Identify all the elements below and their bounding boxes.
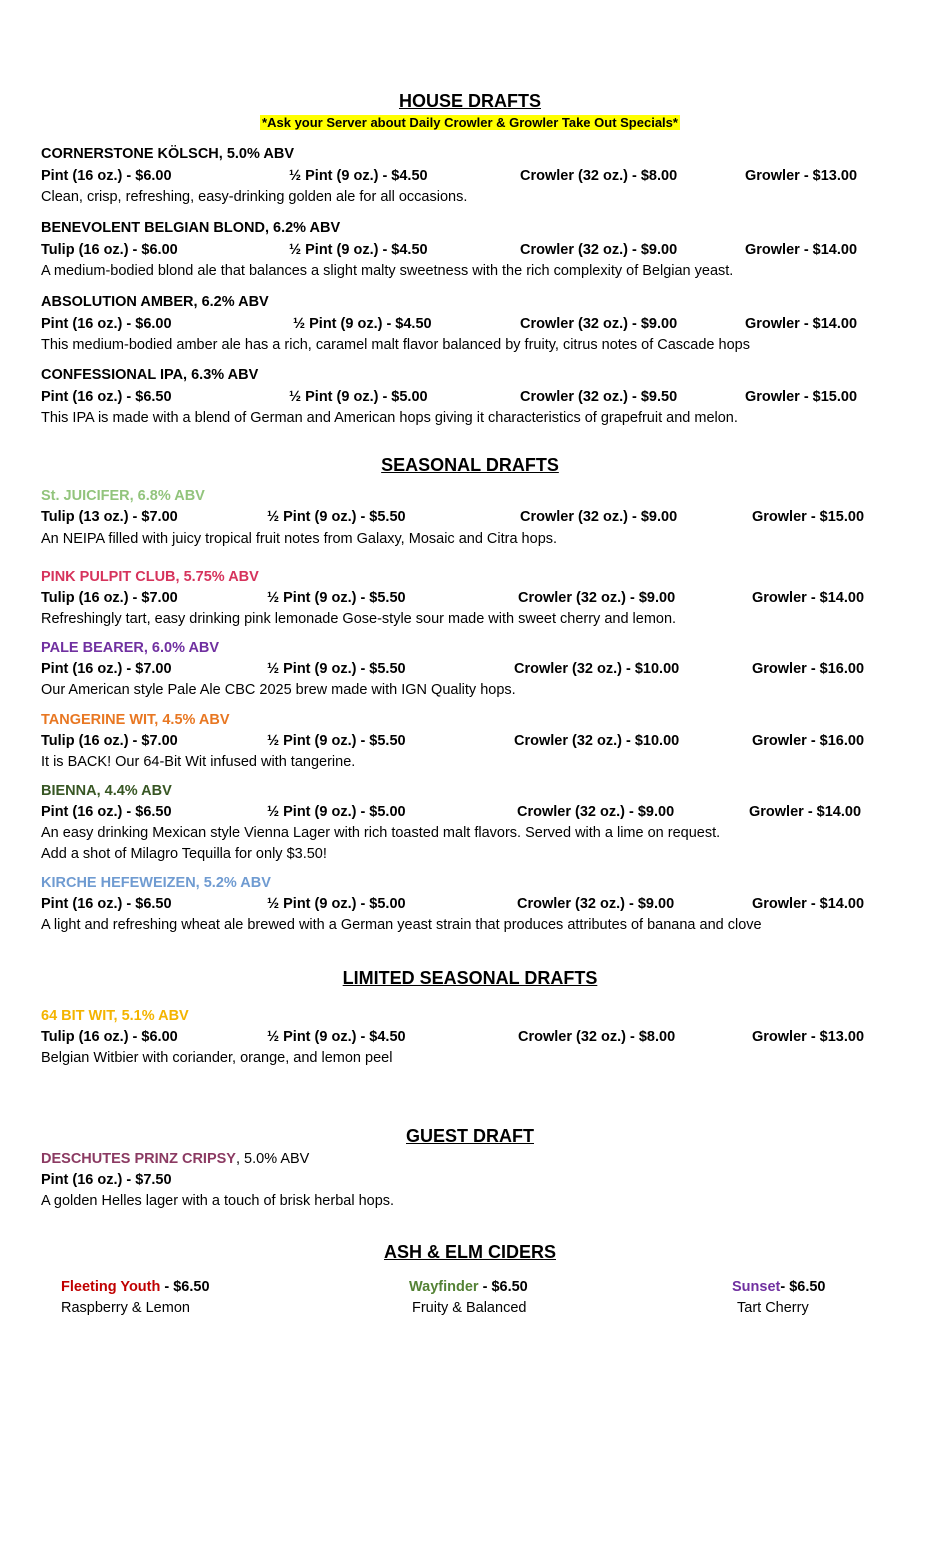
beer-name: BIENNA, 4.4% ABV: [41, 783, 172, 799]
beer-name: CORNERSTONE KÖLSCH, 5.0% ABV: [41, 146, 294, 162]
beer-abv: , 5.0% ABV: [235, 1151, 310, 1167]
beer-name-line: [41, 1151, 309, 1167]
beer-name: St. JUICIFER, 6.8% ABV: [41, 488, 205, 504]
price-glass: Pint (16 oz.) - $6.50: [41, 389, 172, 405]
beer-description: It is BACK! Our 64-Bit Wit infused with tangerine.: [41, 754, 356, 770]
price-growler: Growler - $14.00: [745, 316, 858, 332]
price-half-pint: ½ Pint (9 oz.) - $5.50: [267, 590, 406, 606]
beer-description: An easy drinking Mexican style Vienna Lager with rich toasted malt flavors. Served with a lime on request.: [41, 825, 721, 841]
cider-name: Wayfinder: [409, 1279, 479, 1295]
section-title-house: HOUSE DRAFTS: [398, 91, 541, 111]
price-growler: Growler - $14.00: [752, 590, 865, 606]
price-glass: Pint (16 oz.) - $7.00: [41, 661, 172, 677]
cider-description: Raspberry & Lemon: [61, 1300, 190, 1316]
price-half-pint: ½ Pint (9 oz.) - $4.50: [267, 1029, 406, 1045]
beer-name: PALE BEARER, 6.0% ABV: [41, 640, 220, 656]
takeout-note: *Ask your Server about Daily Crowler & Growler Take Out Specials*: [262, 115, 678, 130]
price-crowler: Crowler (32 oz.) - $9.00: [518, 590, 676, 606]
cider-name-line: [732, 1279, 826, 1295]
price-glass: Pint (16 oz.) - $6.00: [41, 168, 172, 184]
beer-description: A golden Helles lager with a touch of brisk herbal hops.: [41, 1193, 395, 1209]
cider-name-line: [409, 1279, 528, 1295]
price-half-pint: ½ Pint (9 oz.) - $5.50: [267, 733, 406, 749]
beer-description: Our American style Pale Ale CBC 2025 brew made with IGN Quality hops.: [41, 682, 516, 698]
cider-name: Sunset: [732, 1279, 781, 1295]
price-glass: Tulip (16 oz.) - $7.00: [41, 733, 178, 749]
section-title-seasonal: SEASONAL DRAFTS: [381, 455, 559, 475]
cider-description: Fruity & Balanced: [412, 1300, 527, 1316]
price-crowler: Crowler (32 oz.) - $9.00: [520, 316, 678, 332]
section-title-ciders: ASH & ELM CIDERS: [383, 1242, 556, 1262]
price-crowler: Crowler (32 oz.) - $9.00: [517, 804, 675, 820]
price-growler: Growler - $15.00: [752, 509, 865, 525]
price-half-pint: ½ Pint (9 oz.) - $5.50: [267, 509, 406, 525]
beer-description: Belgian Witbier with coriander, orange, and lemon peel: [41, 1050, 393, 1066]
price-growler: Growler - $15.00: [745, 389, 858, 405]
cider-name: Fleeting Youth: [61, 1279, 161, 1295]
price-crowler: Crowler (32 oz.) - $10.00: [514, 733, 680, 749]
beer-name: ABSOLUTION AMBER, 6.2% ABV: [41, 294, 269, 310]
price-growler: Growler - $14.00: [745, 242, 858, 258]
beer-description: An NEIPA filled with juicy tropical fruit notes from Galaxy, Mosaic and Citra hops.: [41, 531, 558, 547]
beer-description: A light and refreshing wheat ale brewed with a German yeast strain that produces attributes of banana and clove: [41, 917, 762, 933]
price-glass: Pint (16 oz.) - $6.50: [41, 896, 172, 912]
price-half-pint: ½ Pint (9 oz.) - $4.50: [293, 316, 432, 332]
price-growler: Growler - $16.00: [752, 733, 865, 749]
beer-description: This IPA is made with a blend of German and American hops giving it characteristics of grapefruit and melon.: [41, 410, 738, 426]
beer-name: CONFESSIONAL IPA, 6.3% ABV: [41, 367, 259, 383]
beer-description: Clean, crisp, refreshing, easy-drinking golden ale for all occasions.: [41, 189, 468, 205]
beer-name: KIRCHE HEFEWEIZEN, 5.2% ABV: [41, 875, 271, 891]
beer-description: A medium-bodied blond ale that balances a slight malty sweetness with the rich complexity of Belgian yeast.: [41, 263, 734, 279]
price-glass: Pint (16 oz.) - $7.50: [41, 1172, 172, 1188]
price-crowler: Crowler (32 oz.) - $9.00: [517, 896, 675, 912]
price-half-pint: ½ Pint (9 oz.) - $5.00: [267, 896, 406, 912]
beer-name: TANGERINE WIT, 4.5% ABV: [41, 712, 230, 728]
price-crowler: Crowler (32 oz.) - $8.00: [518, 1029, 676, 1045]
section-title-guest: GUEST DRAFT: [406, 1126, 534, 1146]
price-growler: Growler - $16.00: [752, 661, 865, 677]
beer-description: Refreshingly tart, easy drinking pink lemonade Gose-style sour made with sweet cherry and lemon.: [41, 611, 677, 627]
beer-name: PINK PULPIT CLUB, 5.75% ABV: [41, 569, 259, 585]
price-crowler: Crowler (32 oz.) - $8.00: [520, 168, 678, 184]
price-growler: Growler - $13.00: [752, 1029, 865, 1045]
price-growler: Growler - $13.00: [745, 168, 858, 184]
beer-name: DESCHUTES PRINZ CRIPSY: [41, 1151, 236, 1167]
price-glass: Tulip (13 oz.) - $7.00: [41, 509, 178, 525]
cider-price: - $6.50: [478, 1279, 528, 1295]
cider-description: Tart Cherry: [737, 1300, 809, 1316]
price-glass: Tulip (16 oz.) - $6.00: [41, 1029, 178, 1045]
price-crowler: Crowler (32 oz.) - $10.00: [514, 661, 680, 677]
beer-description: This medium-bodied amber ale has a rich, caramel malt flavor balanced by fruity, citrus notes of Cascade hops: [41, 337, 750, 353]
price-half-pint: ½ Pint (9 oz.) - $4.50: [289, 168, 428, 184]
price-half-pint: ½ Pint (9 oz.) - $5.00: [267, 804, 406, 820]
price-growler: Growler - $14.00: [749, 804, 862, 820]
price-glass: Pint (16 oz.) - $6.50: [41, 804, 172, 820]
price-glass: Tulip (16 oz.) - $6.00: [41, 242, 178, 258]
price-glass: Pint (16 oz.) - $6.00: [41, 316, 172, 332]
price-crowler: Crowler (32 oz.) - $9.50: [520, 389, 678, 405]
takeout-note-wrap: [0, 114, 940, 132]
price-half-pint: ½ Pint (9 oz.) - $5.50: [267, 661, 406, 677]
price-crowler: Crowler (32 oz.) - $9.00: [520, 509, 678, 525]
beer-name: 64 BIT WIT, 5.1% ABV: [41, 1008, 189, 1024]
section-title-limited: LIMITED SEASONAL DRAFTS: [342, 968, 598, 988]
price-glass: Tulip (16 oz.) - $7.00: [41, 590, 178, 606]
cider-price: - $6.50: [780, 1279, 826, 1295]
cider-price: - $6.50: [160, 1279, 210, 1295]
beer-description-extra: Add a shot of Milagro Tequilla for only $3.50!: [41, 846, 327, 862]
price-half-pint: ½ Pint (9 oz.) - $4.50: [289, 242, 428, 258]
cider-name-line: [61, 1279, 210, 1295]
price-growler: Growler - $14.00: [752, 896, 865, 912]
beer-name: BENEVOLENT BELGIAN BLOND, 6.2% ABV: [41, 220, 341, 236]
price-crowler: Crowler (32 oz.) - $9.00: [520, 242, 678, 258]
price-half-pint: ½ Pint (9 oz.) - $5.00: [289, 389, 428, 405]
